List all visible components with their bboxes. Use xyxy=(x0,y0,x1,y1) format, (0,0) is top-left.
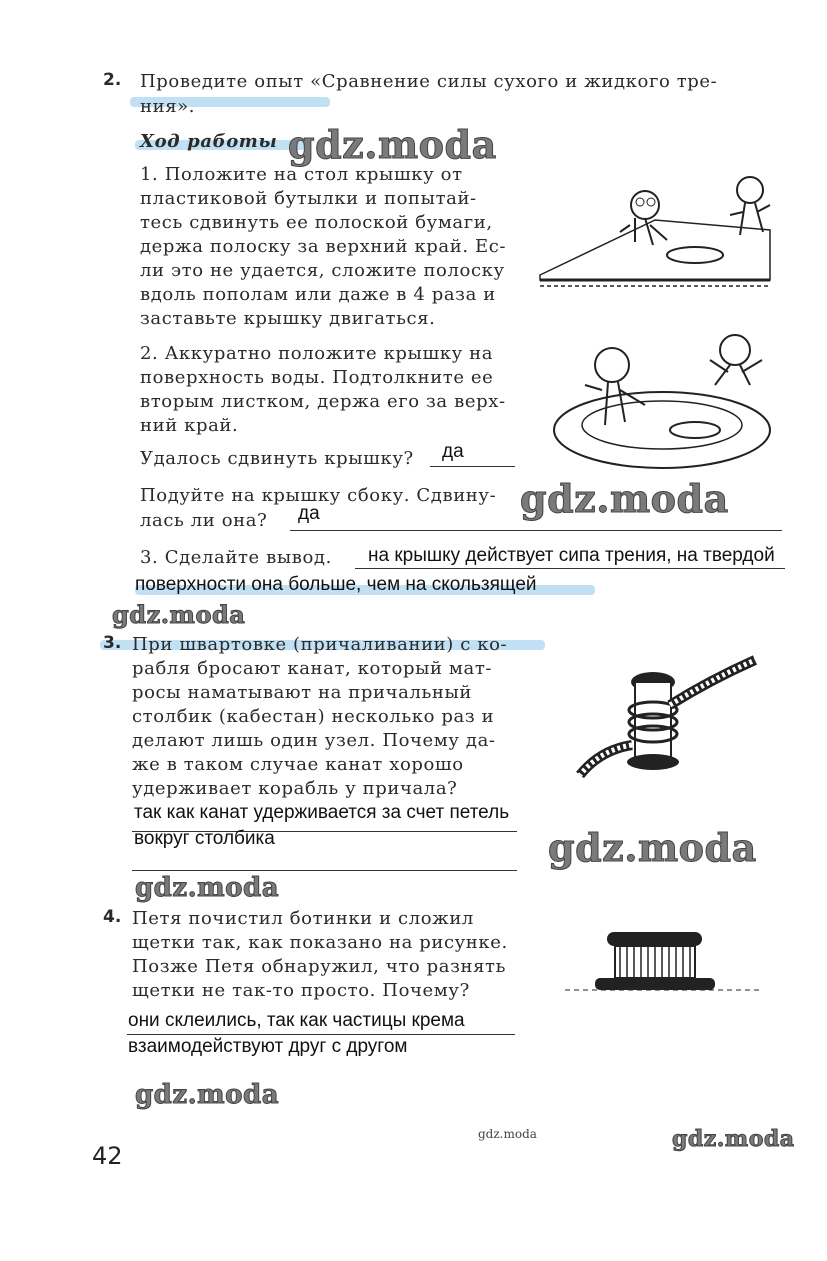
step1-line: держа полоску за верхний край. Ес- xyxy=(140,236,507,257)
step2-text xyxy=(140,342,506,438)
page-number: 42 xyxy=(92,1142,123,1170)
watermark: gdz.moda xyxy=(288,122,497,167)
task3-text xyxy=(132,633,507,801)
task3-line: столбик (кабестан) несколько раз и xyxy=(132,706,495,727)
step1-line: тесь сдвинуть ее полоской бумаги, xyxy=(140,212,493,233)
table-cap-illustration xyxy=(535,170,775,295)
answer-moved[interactable]: да xyxy=(442,441,464,462)
conclusion-answer-line2[interactable]: поверхности она больше, чем на скользящей xyxy=(135,574,537,595)
water-plate-illustration xyxy=(550,330,775,480)
answer-line xyxy=(132,870,517,871)
task4-line: Петя почистил ботинки и сложил xyxy=(132,908,474,929)
conclusion-answer-line1[interactable]: на крышку действует сипа трения, на твердой xyxy=(368,545,775,566)
step1-line: заставьте крышку двигаться. xyxy=(140,308,436,329)
task4-number: 4. xyxy=(103,907,122,927)
task3-answer-line2[interactable]: вокруг столбика xyxy=(134,828,275,849)
answer-line xyxy=(355,568,785,569)
step2-line: 2. Аккуратно положите крышку на xyxy=(140,343,494,364)
task3-line: росы наматывают на причальный xyxy=(132,682,473,703)
answer-line xyxy=(290,530,782,531)
task2-title-line1: Проведите опыт «Сравнение силы сухого и жидкого тре- xyxy=(140,71,718,92)
step2-line: ний край. xyxy=(140,415,239,436)
watermark: gdz.moda xyxy=(520,476,729,521)
question-moved: Удалось сдвинуть крышку? xyxy=(140,448,414,469)
task2-number: 2. xyxy=(103,70,122,90)
step1-line: пластиковой бутылки и попытай- xyxy=(140,188,477,209)
step1-line: 1. Положите на стол крышку от xyxy=(140,164,463,185)
watermark: gdz.moda xyxy=(548,825,757,870)
question-blow-line1: Подуйте на крышку сбоку. Сдвину- xyxy=(140,485,497,506)
procedure-heading: Ход работы xyxy=(140,131,278,152)
task4-line: Позже Петя обнаружил, что разнять xyxy=(132,956,507,977)
watermark: gdz.moda xyxy=(112,600,246,629)
answer-blow[interactable]: да xyxy=(298,503,320,524)
question-blow-line2: лась ли она? xyxy=(140,510,268,531)
step1-text xyxy=(140,163,506,331)
task4-line: щетки так, как показано на рисунке. xyxy=(132,932,508,953)
task3-line: же в таком случае канат хорошо xyxy=(132,754,464,775)
watermark: gdz.moda xyxy=(135,873,280,903)
task3-answer-line1[interactable]: так как канат удерживается за счет петель xyxy=(134,802,510,823)
conclusion-label: 3. Сделайте вывод. xyxy=(140,547,332,568)
task4-answer-line2[interactable]: взаимодействуют друг с другом xyxy=(128,1036,408,1057)
bollard-illustration xyxy=(570,650,770,785)
task3-line: удерживает корабль у причала? xyxy=(132,778,458,799)
task3-line: рабля бросают канат, который мат- xyxy=(132,658,493,679)
task4-answer-line1[interactable]: они склеились, так как частицы крема xyxy=(128,1010,465,1031)
task4-line: щетки не так-то просто. Почему? xyxy=(132,980,470,1001)
step1-line: вдоль пополам или даже в 4 раза и xyxy=(140,284,496,305)
answer-line xyxy=(430,466,515,467)
brushes-illustration xyxy=(565,920,765,1005)
task3-line: делают лишь один узел. Почему да- xyxy=(132,730,496,751)
step2-line: вторым листком, держа его за верх- xyxy=(140,391,506,412)
watermark-small: gdz.moda xyxy=(478,1127,537,1141)
step1-line: ли это не удается, сложите полоску xyxy=(140,260,505,281)
step2-line: поверхность воды. Подтолкните ее xyxy=(140,367,494,388)
task4-text xyxy=(132,907,508,1003)
watermark: gdz.moda xyxy=(672,1126,795,1152)
task2-title-line2: ния». xyxy=(140,96,196,117)
task3-line: При швартовке (причаливании) с ко- xyxy=(132,634,508,655)
answer-line xyxy=(127,1034,515,1035)
task3-number: 3. xyxy=(103,633,122,653)
watermark: gdz.moda xyxy=(135,1080,280,1110)
